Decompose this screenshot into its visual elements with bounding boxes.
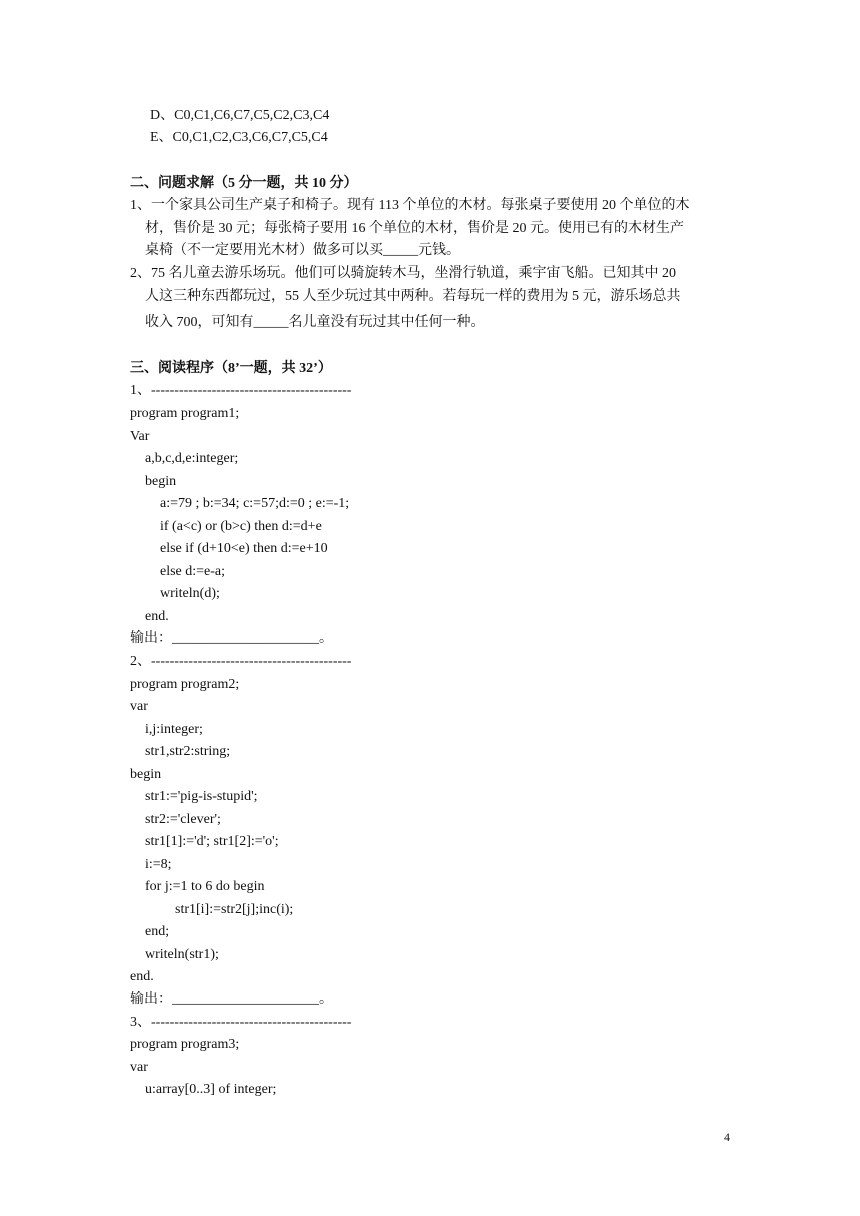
page-number: 4: [724, 1130, 730, 1144]
code-line: str1[i]:=str2[j];inc(i);: [175, 902, 294, 917]
program1-separator: 1、-------------------------------------------: [130, 383, 352, 398]
section3-heading: 三、阅读程序（8’一题，共 32’）: [130, 361, 332, 376]
code-line: program program1;: [130, 406, 240, 421]
code-line: end.: [130, 969, 154, 984]
q2-line-3: 收入 700，可知有_____名儿童没有玩过其中任何一种。: [145, 315, 485, 330]
code-line: str1:='pig-is-stupid';: [145, 789, 258, 804]
code-line: for j:=1 to 6 do begin: [145, 879, 265, 894]
code-line: a,b,c,d,e:integer;: [145, 451, 239, 466]
code-line: i,j:integer;: [145, 722, 203, 737]
option-e: E、C0,C1,C2,C3,C6,C7,C5,C4: [150, 130, 328, 145]
code-line: end;: [145, 924, 170, 939]
code-line: if (a<c) or (b>c) then d:=d+e: [160, 519, 322, 534]
code-line: begin: [130, 767, 162, 782]
option-d: D、C0,C1,C6,C7,C5,C2,C3,C4: [150, 108, 330, 123]
program2-output: 输出：_____________________。: [130, 992, 333, 1007]
code-line: str1,str2:string;: [145, 744, 231, 759]
code-line: var: [130, 1060, 148, 1075]
section2-heading: 二、问题求解（5 分一题，共 10 分）: [130, 176, 358, 191]
code-line: a:=79 ; b:=34; c:=57;d:=0 ; e:=-1;: [160, 496, 350, 511]
code-line: writeln(d);: [160, 586, 220, 601]
code-line: var: [130, 699, 148, 714]
q2-line-2: 人这三种东西都玩过，55 人至少玩过其中两种。若每玩一样的费用为 5 元，游乐场总共: [145, 289, 681, 304]
program1-output: 输出：_____________________。: [130, 631, 333, 646]
code-line: begin: [145, 474, 177, 489]
q1-line-1: 1、一个家具公司生产桌子和椅子。现有 113 个单位的木材。每张桌子要使用 20 个单位的木: [130, 198, 690, 213]
code-line: i:=8;: [145, 857, 172, 872]
code-line: program program3;: [130, 1037, 240, 1052]
code-line: str1[1]:='d'; str1[2]:='o';: [145, 834, 279, 849]
code-line: else if (d+10<e) then d:=e+10: [160, 541, 328, 556]
q1-line-3: 桌椅（不一定要用光木材）做多可以买_____元钱。: [145, 243, 460, 258]
code-line: str2:='clever';: [145, 812, 221, 827]
program2-separator: 2、-------------------------------------------: [130, 654, 352, 669]
q1-line-2: 材，售价是 30 元；每张椅子要用 16 个单位的木材，售价是 20 元。使用已有的木材生产: [145, 221, 684, 236]
code-line: program program2;: [130, 677, 240, 692]
code-line: u:array[0..3] of integer;: [145, 1082, 277, 1097]
code-line: Var: [130, 429, 150, 444]
code-line: writeln(str1);: [145, 947, 219, 962]
q2-line-1: 2、75 名儿童去游乐场玩。他们可以骑旋转木马，坐滑行轨道，乘宇宙飞船。已知其中 20: [130, 266, 676, 281]
program3-separator: 3、-------------------------------------------: [130, 1015, 352, 1030]
code-line: end.: [145, 609, 169, 624]
code-line: else d:=e-a;: [160, 564, 226, 579]
